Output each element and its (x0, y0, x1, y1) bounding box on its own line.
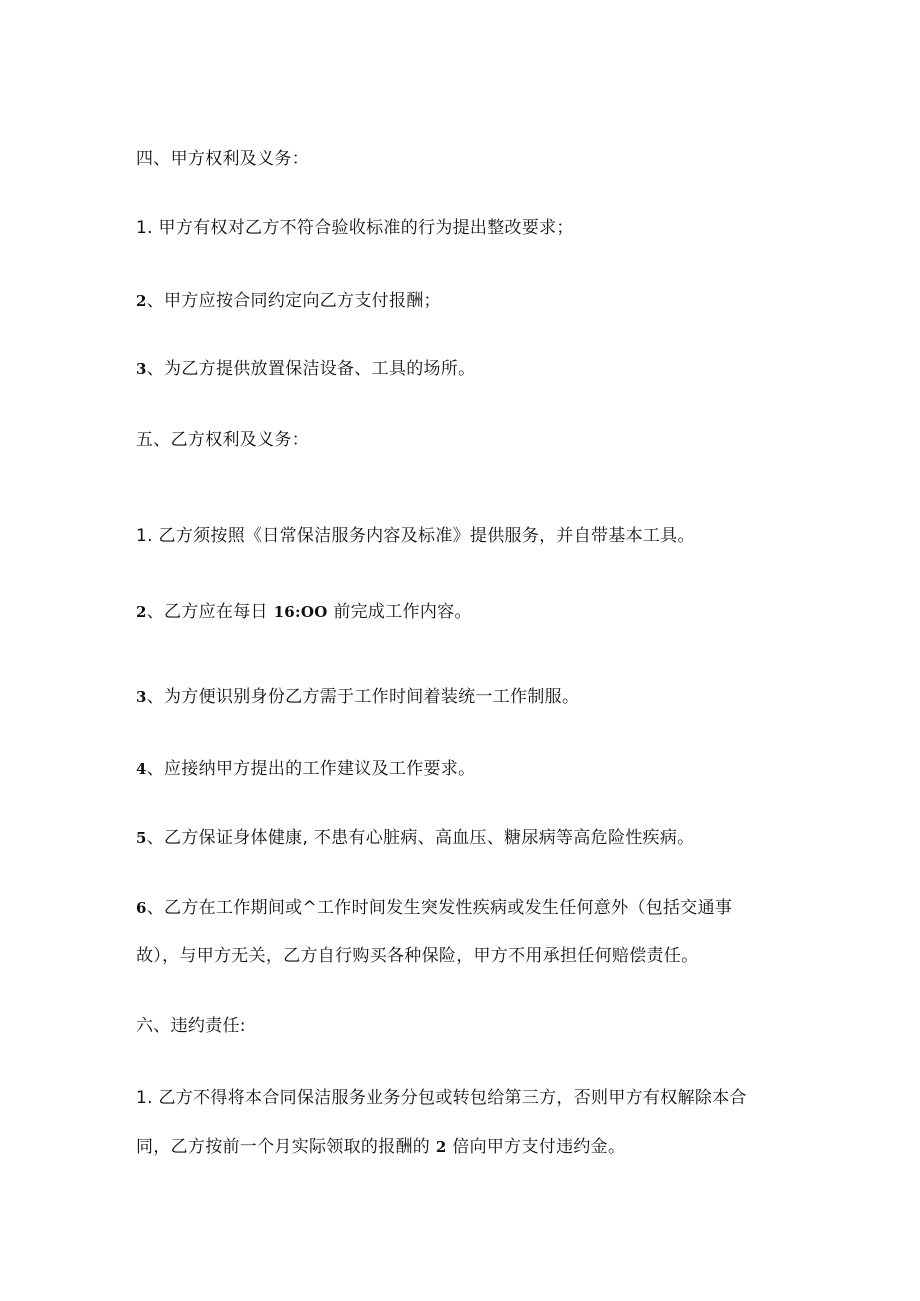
item-text: 、应接纳甲方提出的工作建议及工作要求。 (146, 759, 476, 779)
item-text: 、乙方应在每日 (146, 602, 274, 622)
item-number: 3 (136, 688, 147, 706)
item-text: 、甲方应按合同约定向乙方支付报酬； (146, 291, 441, 311)
item-text: 倍向甲方支付违约金。 (446, 1137, 626, 1157)
item-text: 前完成工作内容。 (327, 602, 472, 622)
section-5-item-4 (136, 758, 475, 780)
item-text: 、乙方保证身体健康, 不患有心脏病、高血压、糖尿病等高危险性疾病。 (146, 828, 695, 848)
section-5-item-2 (136, 601, 472, 623)
section-5-item-1: 1. 乙方须按照《日常保洁服务内容及标准》提供服务，并自带基本工具。 (136, 526, 695, 546)
time-value: 16:OO (273, 603, 328, 621)
item-text: 、乙方在工作期间或^工作时间发生突发性疾病或发生任何意外（包括交通事 (146, 898, 733, 918)
section-5-item-6-line-1 (136, 897, 732, 919)
section-6-heading: 六、违约责任: (136, 1016, 246, 1036)
section-5-item-6-line-2: 故），与甲方无关，乙方自行购买各种保险，甲方不用承担任何赔偿责任。 (136, 946, 699, 966)
section-4-item-1: 1. 甲方有权对乙方不符合验收标准的行为提出整改要求； (136, 218, 574, 238)
section-4-heading: 四、甲方权利及义务： (136, 149, 309, 169)
item-number: 5 (136, 829, 147, 847)
item-text: 、为方便识别身份乙方需于工作时间着装统一工作制服。 (146, 687, 580, 707)
section-5-item-3 (136, 686, 579, 708)
section-5-heading: 五、乙方权利及义务： (136, 430, 309, 450)
section-6-item-1-line-2 (136, 1136, 625, 1158)
multiplier-number: 2 (435, 1138, 447, 1156)
item-number: 3 (136, 360, 147, 378)
item-text: 、为乙方提供放置保洁设备、工具的场所。 (146, 359, 476, 379)
item-number: 2 (136, 292, 147, 310)
item-number: 4 (136, 760, 147, 778)
section-5-item-5 (136, 827, 694, 849)
item-number: 6 (136, 899, 147, 917)
item-number: 2 (136, 603, 147, 621)
section-4-item-2 (136, 290, 441, 312)
item-text: 同，乙方按前一个月实际领取的报酬的 (136, 1137, 436, 1157)
section-6-item-1-line-1: 1. 乙方不得将本合同保洁服务业务分包或转包给第三方，否则甲方有权解除本合 (136, 1088, 747, 1108)
section-4-item-3 (136, 358, 475, 380)
